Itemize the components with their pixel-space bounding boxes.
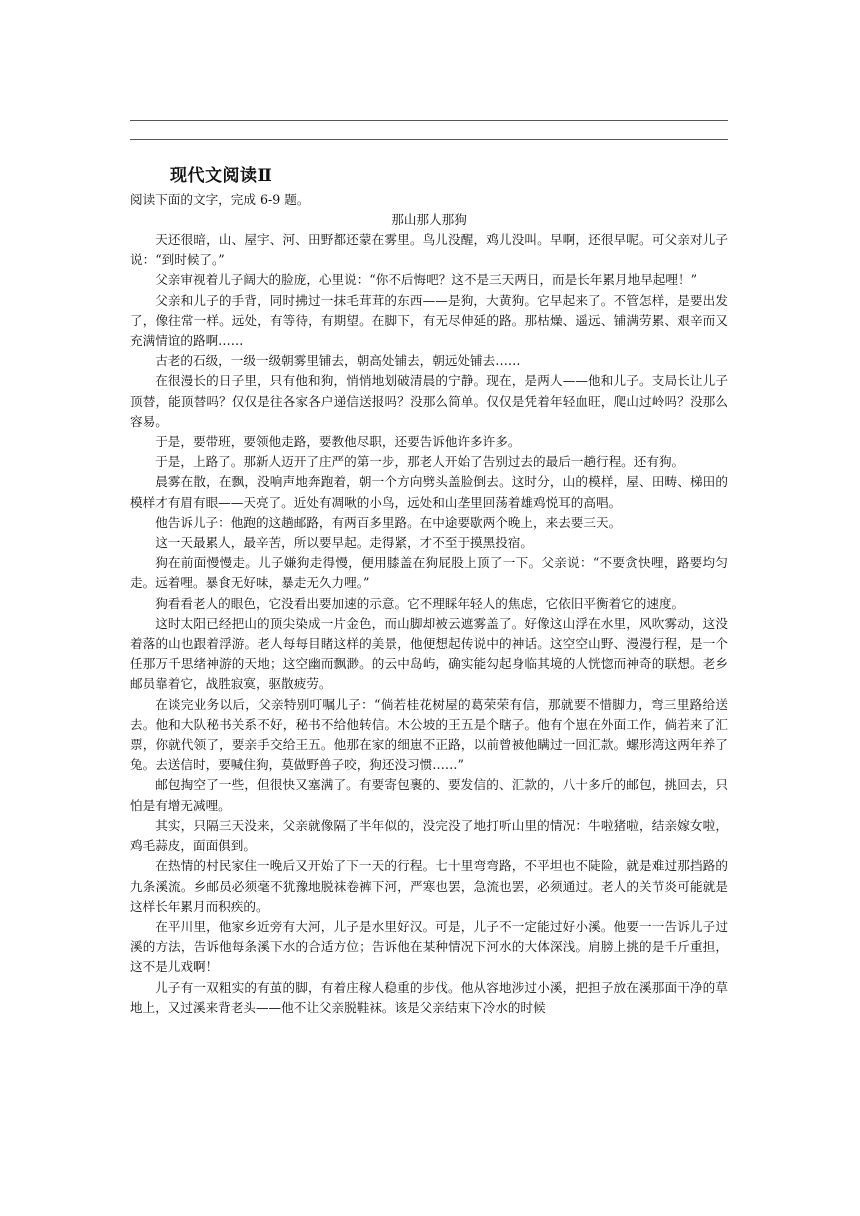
document-body (130, 164, 728, 1018)
paragraph: 其实，只隔三天没来，父亲就像隔了半年似的，没完没了地打听山里的情况：牛啦猪啦，结亲嫁女啦，鸡毛蒜皮，面面俱到。 (130, 817, 728, 854)
paragraph: 父亲和儿子的手背，同时拂过一抹毛茸茸的东西——是狗，大黄狗。它早起来了。不管怎样，是要出发了，像往常一样。远处，有等待，有期望。在脚下，有无尽伸延的路。那枯燥、遥远、铺满劳累、艰辛而又充满情谊的路啊…… (130, 292, 728, 349)
paragraph: 这一天最累人，最辛苦，所以要早起。走得紧，才不至于摸黑投宿。 (155, 535, 533, 551)
paragraph: 于是，上路了。那新人迈开了庄严的第一步，那老人开始了告别过去的最后一趟行程。还有狗。 (155, 454, 685, 470)
paragraph: 狗在前面慢慢走。儿子嫌狗走得慢，便用膝盖在狗屁股上顶了一下。父亲说：“不要贪快哩，路要均匀走。远着哩。暴食无好味，暴走无久力哩。” (130, 555, 728, 591)
paragraph: 在很漫长的日子里，只有他和狗，悄悄地划破清晨的宁静。现在，是两人——他和儿子。支局长让儿子顶替，能顶替吗？仅仅是往各家各户递信送报吗？没那么简单。仅仅是凭着年轻血旺，爬山过岭吗？没那么容易。 (130, 373, 728, 429)
paragraph: 古老的石级，一级一级朝雾里铺去，朝高处铺去，朝远处铺去…… (155, 353, 521, 369)
section-heading: 现代文阅读Ⅱ (170, 166, 273, 186)
top-rule (130, 120, 728, 121)
paragraph: 父亲审视着儿子阔大的脸庞，心里说：“你不后悔吧？这不是三天两日，而是长年累月地早起哩！” (155, 272, 698, 288)
paragraph: 在谈完业务以后，父亲特别叮嘱儿子：“倘若桂花树屋的葛荣荣有信，那就要不惜脚力，弯三里路给送去。他和大队秘书关系不好，秘书不给他转信。木公坡的王五是个瞎子。他有个崽在外面工作，倘若来了汇票，你就代领了，要亲手交给王五。他那在家的细崽不正路，以前曾被他瞒过一回汇款。螺形湾这两年养了兔。去送信时，要喊住狗，莫做野兽子咬，狗还没习惯……” (130, 696, 728, 773)
story-text (130, 230, 728, 1018)
instruction: 阅读下面的文字，完成 6-9 题。 (130, 192, 310, 207)
paragraph: 他告诉儿子：他跑的这趟邮路，有两百多里路。在中途要歇两个晚上，来去要三天。 (155, 514, 622, 530)
second-rule (130, 139, 728, 140)
paragraph: 儿子有一双粗实的有茧的脚，有着庄稼人稳重的步伐。他从容地涉过小溪，把担子放在溪那面干净的草地上，又过溪来背老头——他不让父亲脱鞋袜。该是父亲结束下冷水的时候 (130, 979, 728, 1015)
paragraph: 邮包掏空了一些，但很快又塞满了。有要寄包裹的、要发信的、汇款的，八十多斤的邮包，挑回去，只怕是有增无减哩。 (130, 777, 728, 813)
paragraph: 在平川里，他家乡近旁有大河，儿子是水里好汉。可是，儿子不一定能过好小溪。他要一一告诉儿子过溪的方法，告诉他每条溪下水的合适方位；告诉他在某种情况下河水的大体深浅。肩膀上挑的是千斤重担，这不是儿戏啊！ (130, 918, 728, 975)
paragraph: 在热情的村民家住一晚后又开始了下一天的行程。七十里弯弯路，不平坦也不陡险，就是难过那挡路的九条溪流。乡邮员必须毫不犹豫地脱袜卷裤下河，严寒也罢，急流也罢，必须通过。老人的关节炎可能就是这样长年累月而积疾的。 (130, 858, 728, 914)
paragraph: 这时太阳已经把山的顶尖染成一片金色，而山脚却被云遮雾盖了。好像这山浮在水里，风吹雾动，这没着落的山也跟着浮游。老人每每目睹这样的美景，他便想起传说中的神话。这空空山野、漫漫行程，是一个任那万千思绪神游的天地；这空幽而飘渺。的云中岛屿，确实能勾起身临其境的人恍惚而神奇的联想。老乡邮员靠着它，战胜寂寞，驱散疲劳。 (130, 615, 728, 692)
paragraph: 狗看看老人的眼色，它没看出要加速的示意。它不理睬年轻人的焦虑，它依旧平衡着它的速度。 (155, 595, 685, 611)
paragraph: 于是，要带班，要领他走路，要教他尽职，还要告诉他许多许多。 (155, 434, 521, 450)
paragraph: 晨雾在散，在飘，没响声地奔跑着，朝一个方向劈头盖脸倒去。这时分，山的模样，屋、田畴、梯田的模样才有眉有眼——天亮了。近处有凋啾的小鸟，远处和山垄里回荡着雄鸡悦耳的高唱。 (130, 474, 728, 510)
paragraph: 天还很暗，山、屋宇、河、田野都还蒙在雾里。鸟儿没醒，鸡儿没叫。早啊，还很早呢。可父亲对儿子说：“到时候了。” (130, 232, 728, 268)
story-title: 那山那人那狗 (391, 212, 467, 227)
